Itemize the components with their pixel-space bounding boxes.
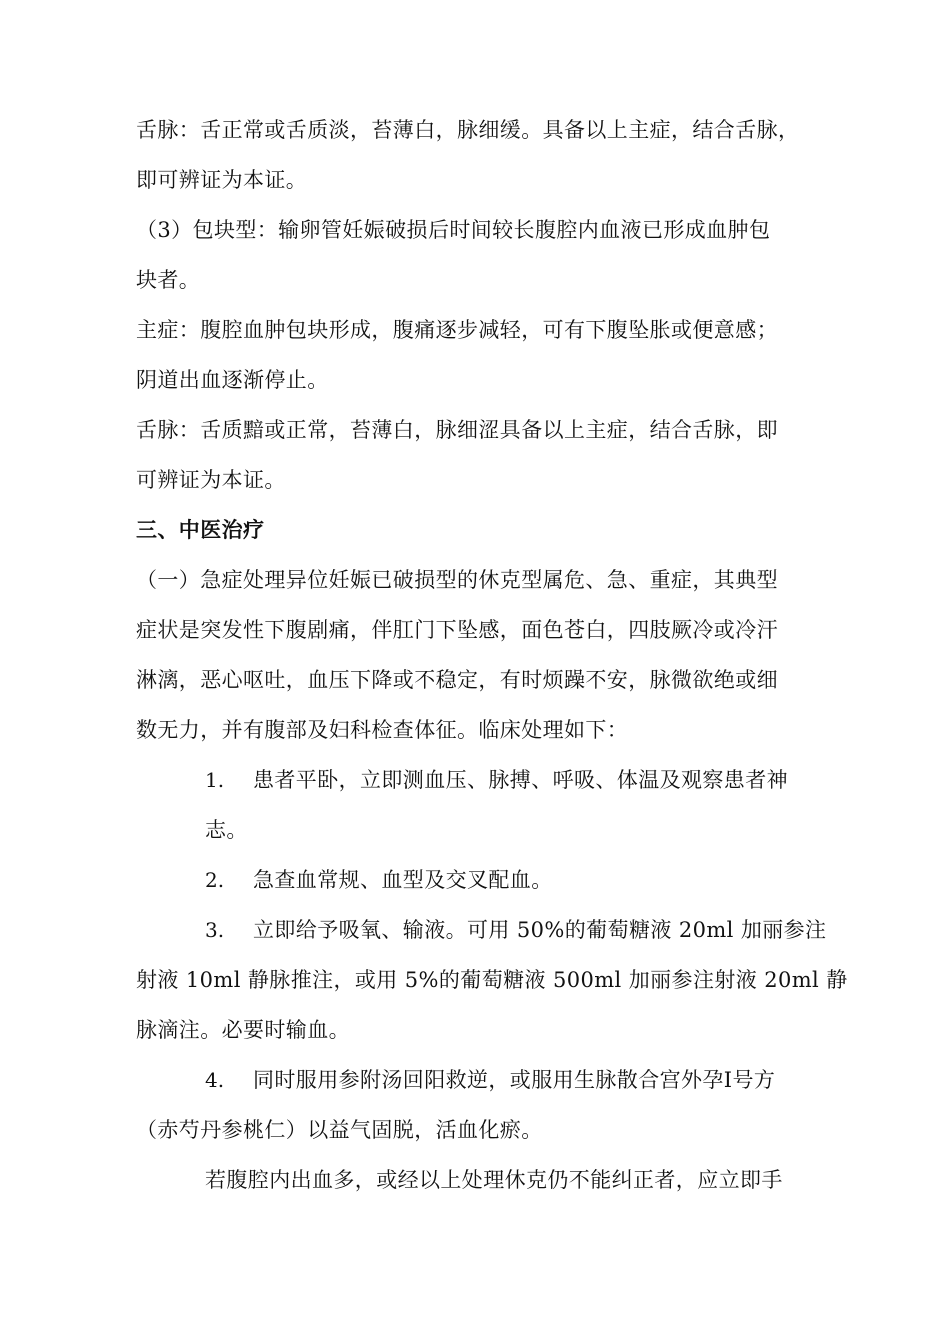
list-item-3-line-2: 射液 10ml 静脉推注，或用 5%的葡萄糖液 500ml 加丽参注射液 20ml 静: [136, 968, 848, 992]
mass-type-line-1: （3）包块型：输卵管妊娠破损后时间较长腹腔内血液已形成血肿包: [136, 218, 771, 242]
list-number-1: 1.: [205, 768, 225, 792]
emergency-line-4: 数无力，并有腹部及妇科检查体征。临床处理如下：: [136, 718, 629, 742]
section-heading: 三、中医治疗: [136, 518, 265, 542]
tongue-pulse-2-line-2: 可辨证为本证。: [136, 468, 286, 492]
closing-paragraph-line-1: 若腹腔内出血多，或经以上处理休克仍不能纠正者，应立即手: [205, 1168, 783, 1192]
emergency-line-2: 症状是突发性下腹剧痛，伴肛门下坠感，面色苍白，四肢厥冷或冷汗: [136, 618, 778, 642]
emergency-line-1: （一）急症处理异位妊娠已破损型的休克型属危、急、重症，其典型: [136, 568, 778, 592]
list-item-3-line-3: 脉滴注。必要时输血。: [136, 1018, 350, 1042]
list-item-4-line-2: （赤芍丹参桃仁）以益气固脱，活血化瘀。: [136, 1118, 543, 1142]
main-symptom-line-1: 主症：腹腔血肿包块形成，腹痛逐步减轻，可有下腹坠胀或便意感；: [136, 318, 778, 342]
list-item-1-line-2: 志。: [205, 818, 248, 842]
list-item-2-line-1: 急查血常规、血型及交叉配血。: [253, 868, 553, 892]
list-number-4: 4.: [205, 1068, 225, 1092]
list-item-4-line-1: 同时服用参附汤回阳救逆，或服用生脉散合宫外孕Ⅰ号方: [253, 1068, 776, 1092]
tongue-pulse-line-1: 舌脉：舌正常或舌质淡，苔薄白，脉细缓。具备以上主症，结合舌脉，: [136, 118, 800, 142]
emergency-line-3: 淋漓，恶心呕吐，血压下降或不稳定，有时烦躁不安，脉微欲绝或细: [136, 668, 778, 692]
list-number-2: 2.: [205, 868, 225, 892]
tongue-pulse-line-2: 即可辨证为本证。: [136, 168, 308, 192]
list-number-3: 3.: [205, 918, 225, 942]
mass-type-line-2: 块者。: [136, 268, 201, 292]
main-symptom-line-2: 阴道出血逐渐停止。: [136, 368, 329, 392]
tongue-pulse-2-line-1: 舌脉：舌质黯或正常，苔薄白，脉细涩具备以上主症，结合舌脉，即: [136, 418, 778, 442]
list-item-1-line-1: 患者平卧，立即测血压、脉搏、呼吸、体温及观察患者神: [253, 768, 788, 792]
list-item-3-line-1: 立即给予吸氧、输液。可用 50%的葡萄糖液 20ml 加丽参注: [253, 918, 827, 942]
